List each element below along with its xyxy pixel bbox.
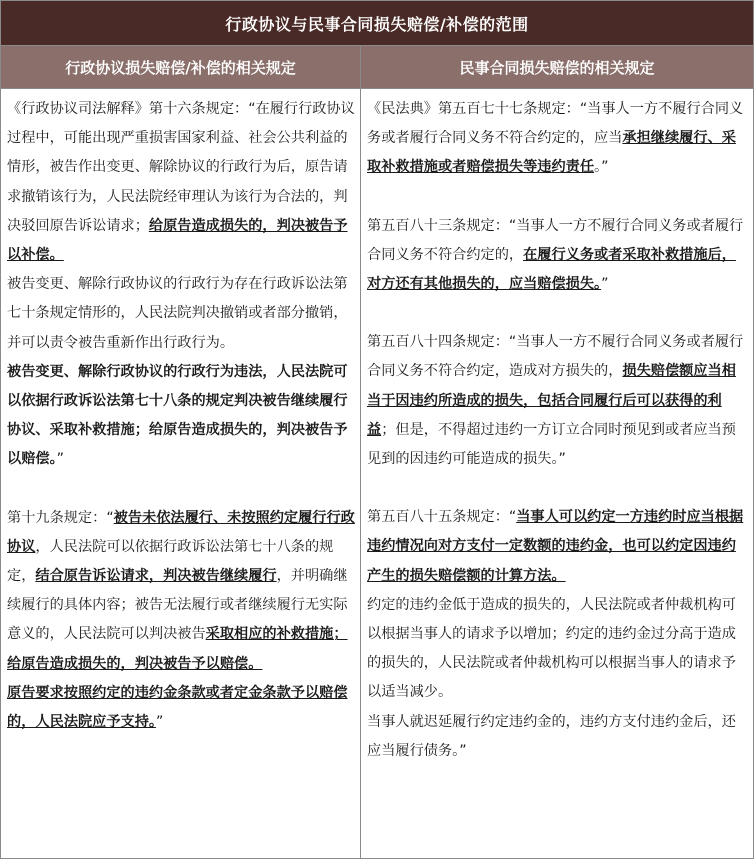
emphasis-text: 在履行义务或者采取补救措施后，对方还有其他损失的，应当赔偿损失。: [367, 246, 736, 293]
left-paragraph-2: 被告变更、解除行政协议的行政行为存在行政诉讼法第七十条规定情形的，人民法院判决撤销或者部分撤销，并可以责令被告重新作出行政行为。: [7, 276, 348, 351]
left-paragraph-5: 原告要求按照约定的违约金条款或者定金条款予以赔偿的，人民法院应予支持。”: [7, 684, 348, 731]
emphasis-text: 给原告造成损失的，判决被告予以补偿。: [7, 217, 348, 264]
emphasis-text: 原告要求按照约定的违约金条款或者定金条款予以赔偿的，人民法院应予支持。: [7, 684, 348, 731]
header-right: 民事合同损失赔偿的相关规定: [459, 58, 655, 77]
left-paragraph-1: 《行政协议司法解释》第十六条规定：“在履行行政协议过程中，可能出现严重损害国家利益、社会公共利益的情形，被告作出变更、解除协议的行政行为后，原告请求撤销该行为，人民法院经审理认为该行为合法的，判决驳回原告诉讼请求；给原告造成损失的，判决被告予以补偿。: [7, 101, 355, 264]
emphasis-text: 当事人可以约定一方违约时应当根据违约情况向对方支付一定数额的违约金，也可以约定因违约产生的损失赔偿额的计算方法。: [367, 509, 744, 584]
right-paragraph-2: 第五百八十三条规定：“当事人一方不履行合同义务或者履行合同义务不符合约定的，在履行义务或者采取补救措施后，对方还有其他损失的，应当赔偿损失。”: [367, 217, 744, 293]
right-cell: [361, 89, 753, 858]
left-paragraph-3: 被告变更、解除行政协议的行政行为违法，人民法院可以依据行政诉讼法第七十八条的规定判决被告继续履行协议、采取补救措施；给原告造成损失的，判决被告予以赔偿。”: [7, 363, 348, 468]
right-paragraph-1: 《民法典》第五百七十七条规定：“当事人一方不履行合同义务或者履行合同义务不符合约定的，应当承担继续履行、采取补救措施或者赔偿损失等违约责任。”: [367, 101, 744, 176]
emphasis-text: 被告未依法履行、未按照约定履行行政协议: [7, 509, 355, 555]
left-cell: [1, 89, 361, 858]
emphasis-text: 采取相应的补救措施；给原告造成损失的，判决被告予以赔偿。: [7, 626, 348, 672]
header-left: 行政协议损失赔偿/补偿的相关规定: [1, 46, 361, 88]
right-paragraph-5: 约定的违约金低于造成的损失的，人民法院或者仲裁机构可以根据当事人的请求予以增加；约定的违约金过分高于造成的损失的，人民法院或者仲裁机构可以根据当事人的请求予以适当减少。: [367, 596, 736, 701]
header-row: [1, 46, 753, 89]
emphasis-text: 承担继续履行、采取补救措施或者赔偿损失等违约责任: [367, 130, 736, 176]
body-row: [1, 89, 753, 858]
right-paragraph-3: 第五百八十四条规定：“当事人一方不履行合同义务或者履行合同义务不符合约定，造成对方损失的，损失赔偿额应当相当于因违约所造成的损失，包括合同履行后可以获得的利益；但是，不得超过违约一方订立合同时预见到或者应当预见到的因违约可能造成的损失。”: [367, 334, 744, 468]
emphasis-text: 结合原告诉讼请求，判决被告继续履行: [35, 568, 277, 585]
left-paragraph-4: 第十九条规定：“被告未依法履行、未按照约定履行行政协议，人民法院可以依据行政诉讼法第七十八条的规定，结合原告诉讼请求，判决被告继续履行，并明确继续履行的具体内容；被告无法履行或者继续履行无实际意义的，人民法院可以判决被告采取相应的补救措施；给原告造成损失的，判决被告予以赔偿。: [7, 509, 355, 672]
right-paragraph-6: 当事人就迟延履行约定违约金的，违约方支付违约金后，还应当履行债务。”: [367, 713, 736, 759]
right-paragraph-4: 第五百八十五条规定：“当事人可以约定一方违约时应当根据违约情况向对方支付一定数额的违约金，也可以约定因违约产生的损失赔偿额的计算方法。: [367, 509, 744, 584]
emphasis-text: 损失赔偿额应当相当于因违约所造成的损失，包括合同履行后可以获得的利益: [367, 363, 736, 438]
emphasis-text: 被告变更、解除行政协议的行政行为违法，人民法院可以依据行政诉讼法第七十八条的规定判决被告继续履行协议、采取补救措施；给原告造成损失的，判决被告予以赔偿。: [7, 363, 348, 468]
table-title: 行政协议与民事合同损失赔偿/补偿的范围: [1, 1, 753, 46]
